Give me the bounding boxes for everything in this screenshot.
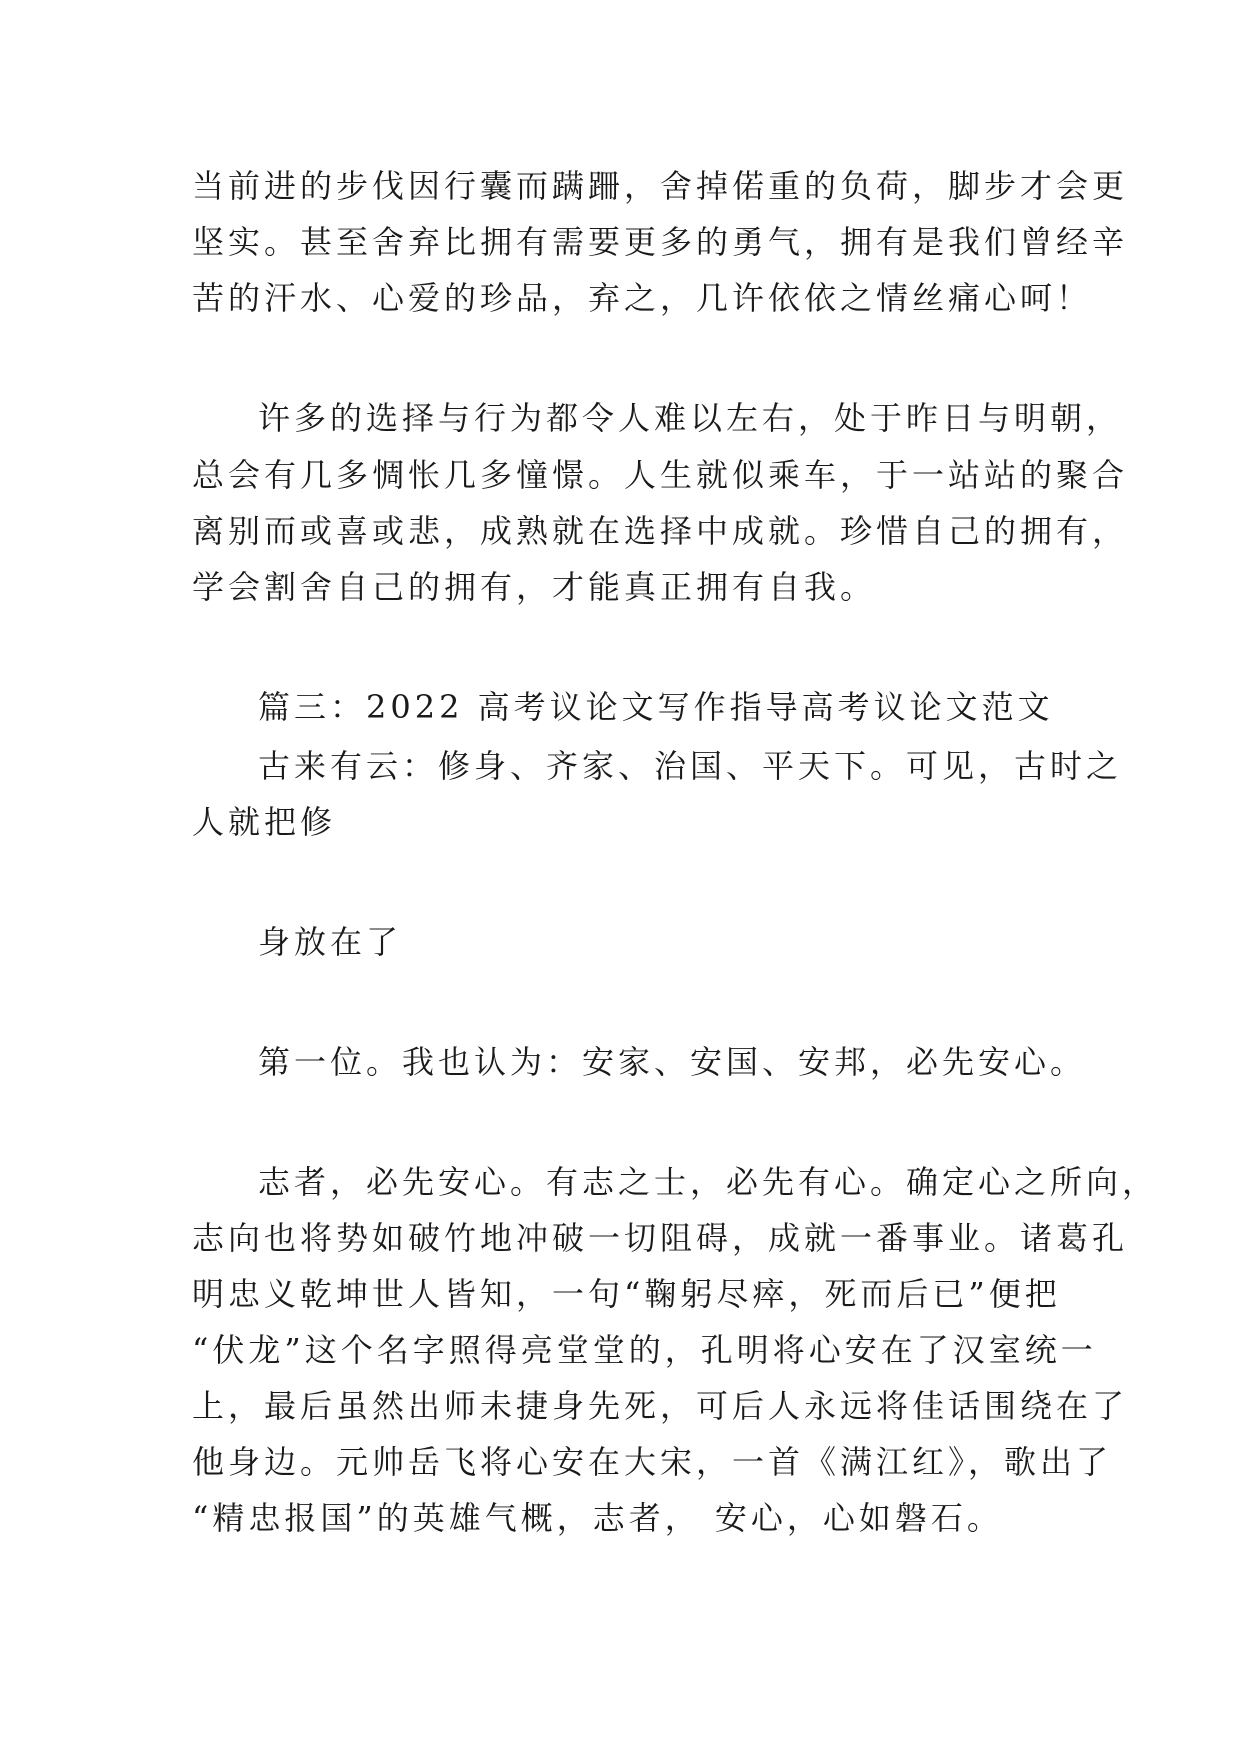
paragraph-6-line-7: “精忠报国”的英雄气概，志者， 安心，心如磐石。 [192, 1499, 1003, 1537]
paragraph-6-line-6: 他身边。元帅岳飞将心安在大宋，一首《满江红》，歌出了 [192, 1443, 1113, 1481]
paragraph-6-line-1: 志者，必先安心。有志之士，必先有心。确定心之所向， [258, 1163, 1159, 1201]
paragraph-3-line-1: 古来有云：修身、齐家、治国、平天下。可见，古时之 [258, 747, 1123, 785]
paragraph-1-line-1: 当前进的步伐因行囊而蹒跚，舍掉偌重的负荷，脚步才会更 [192, 167, 1129, 205]
paragraph-6-line-4: “伏龙”这个名字照得亮堂堂的，孔明将心安在了汉室统一 [192, 1331, 1097, 1369]
paragraph-1-line-2: 坚实。甚至舍弃比拥有需要更多的勇气，拥有是我们曾经辛 [192, 223, 1129, 261]
section-heading: 篇三：2022 高考议论文写作指导高考议论文范文 [258, 688, 1054, 726]
paragraph-2-line-1: 许多的选择与行为都令人难以左右，处于昨日与明朝， [258, 399, 1123, 437]
paragraph-6-line-5: 上，最后虽然出师未捷身先死，可后人永远将佳话围绕在了 [192, 1387, 1129, 1425]
paragraph-2-line-2: 总会有几多惆怅几多憧憬。人生就似乘车，于一站站的聚合 [192, 456, 1129, 494]
paragraph-6-line-3: 明忠义乾坤世人皆知，一句“鞠躬尽瘁，死而后已”便把 [192, 1275, 1061, 1313]
paragraph-5: 第一位。我也认为：安家、安国、安邦，必先安心。 [258, 1043, 1087, 1081]
paragraph-3-line-2: 人就把修 [192, 803, 337, 841]
paragraph-6-line-2: 志向也将势如破竹地冲破一切阻碍，成就一番事业。诸葛孔 [192, 1219, 1129, 1257]
paragraph-2-line-4: 学会割舍自己的拥有，才能真正拥有自我。 [192, 568, 877, 606]
paragraph-1-line-3: 苦的汗水、心爱的珍品，弃之，几许依依之情丝痛心呵！ [192, 279, 1093, 317]
paragraph-4: 身放在了 [258, 923, 403, 961]
paragraph-2-line-3: 离别而或喜或悲，成熟就在选择中成就。珍惜自己的拥有， [192, 512, 1129, 550]
